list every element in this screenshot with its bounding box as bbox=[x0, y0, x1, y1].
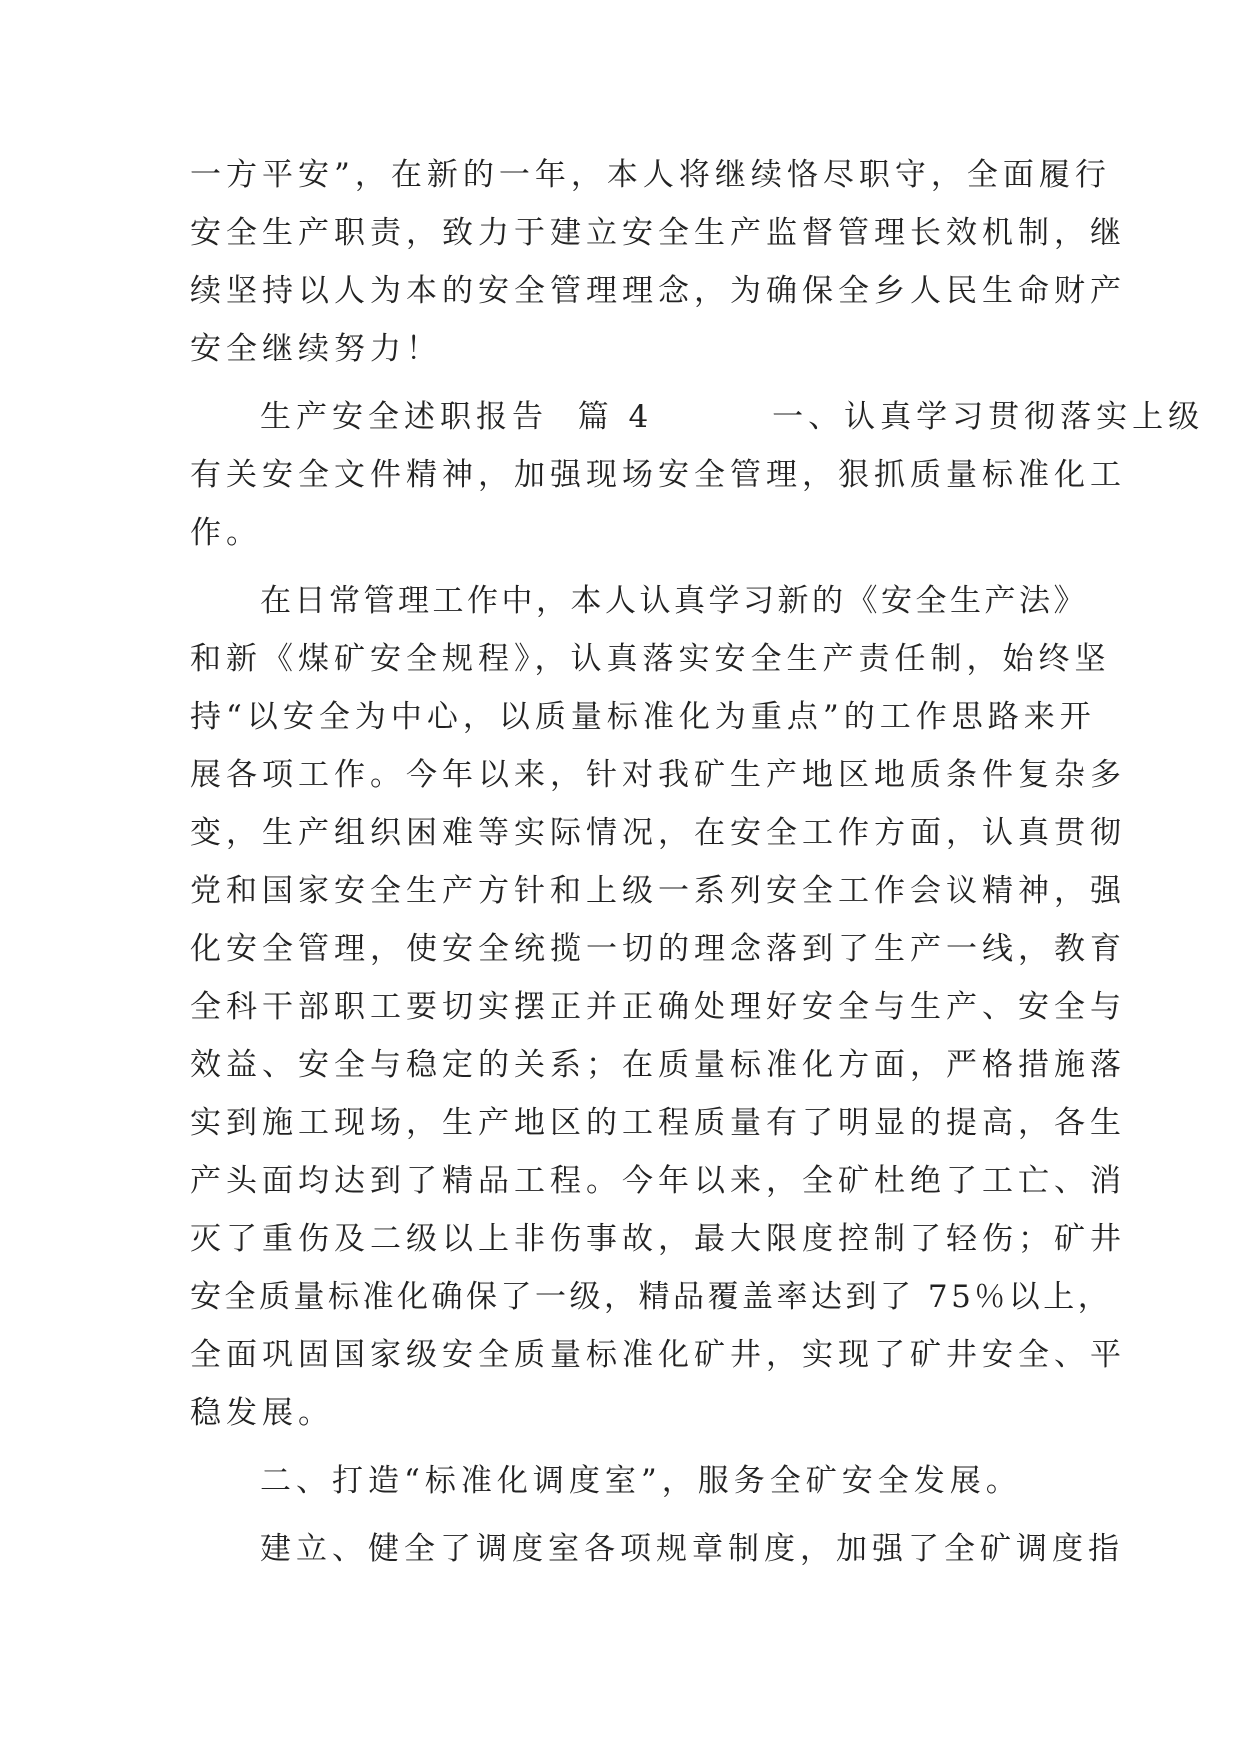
text-line: 持“以安全为中心，以质量标准化为重点”的工作思路来开 bbox=[190, 699, 1096, 735]
paragraph-start-line: 在日常管理工作中，本人认真学习新的《安全生产法》 bbox=[260, 583, 1088, 619]
text-line: 效益、安全与稳定的关系；在质量标准化方面，严格措施落 bbox=[190, 1047, 1126, 1083]
text-line: 安全质量标准化确保了一级，精品覆盖率达到了 75％以上， bbox=[190, 1279, 1113, 1315]
text-line: 变，生产组织困难等实际情况，在安全工作方面，认真贯彻 bbox=[190, 815, 1126, 851]
text-line: 作。 bbox=[190, 515, 262, 551]
text-line: 有关安全文件精神，加强现场安全管理，狠抓质量标准化工 bbox=[190, 457, 1126, 493]
text-line: 和新《煤矿安全规程》，认真落实安全生产责任制，始终坚 bbox=[190, 641, 1111, 677]
paragraph-start-line: 建立、健全了调度室各项规章制度，加强了全矿调度指 bbox=[260, 1531, 1124, 1567]
text-line: 化安全管理，使安全统揽一切的理念落到了生产一线，教育 bbox=[190, 931, 1126, 967]
text-line: 全面巩固国家级安全质量标准化矿井，实现了矿井安全、平 bbox=[190, 1337, 1126, 1373]
text-line: 实到施工现场，生产地区的工程质量有了明显的提高，各生 bbox=[190, 1105, 1126, 1141]
text-line: 续坚持以人为本的安全管理理念，为确保全乡人民生命财产 bbox=[190, 273, 1126, 309]
text-line: 稳发展。 bbox=[190, 1395, 334, 1431]
section-heading-line: 二、打造“标准化调度室”，服务全矿安全发展。 bbox=[260, 1463, 1022, 1499]
document-body bbox=[190, 146, 1205, 1578]
text-line: 党和国家安全生产方针和上级一系列安全工作会议精神，强 bbox=[190, 873, 1126, 909]
text-line: 产头面均达到了精品工程。今年以来，全矿杜绝了工亡、消 bbox=[190, 1163, 1126, 1199]
text-line: 一方平安”，在新的一年，本人将继续恪尽职守，全面履行 bbox=[190, 157, 1111, 193]
text-line: 展各项工作。今年以来，针对我矿生产地区地质条件复杂多 bbox=[190, 757, 1126, 793]
text-line: 灭了重伤及二级以上非伤事故，最大限度控制了轻伤；矿井 bbox=[190, 1221, 1126, 1257]
text-line: 安全继续努力！ bbox=[190, 331, 442, 367]
section-heading-line: 生产安全述职报告 篇 4 一、认真学习贯彻落实上级 bbox=[260, 399, 1205, 435]
text-line: 安全生产职责，致力于建立安全生产监督管理长效机制，继 bbox=[190, 215, 1126, 251]
text-line: 全科干部职工要切实摆正并正确处理好安全与生产、安全与 bbox=[190, 989, 1126, 1025]
